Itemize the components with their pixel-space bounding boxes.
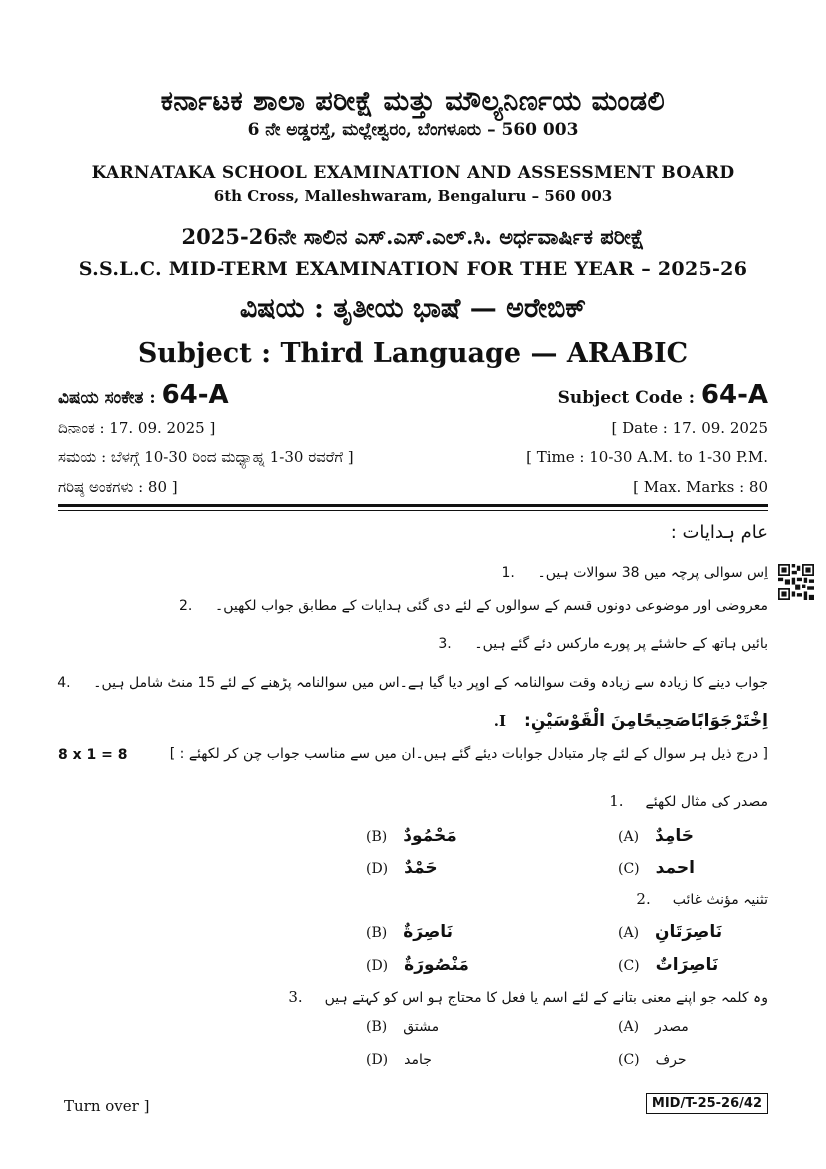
question-1: [609, 792, 768, 810]
option-text: جامد: [404, 1052, 432, 1068]
instruction-text: بائیں ہاتھ کے حاشئے پر پورے مارکس دئے گئے ہیں۔: [474, 636, 768, 652]
kannada-date: ದಿನಾಂಕ : 17. 09. 2025 ]: [58, 419, 216, 437]
kannada-code-label: ವಿಷಯ ಸಂಕೇತ :: [58, 388, 162, 408]
section-heading: [494, 711, 768, 731]
option-label: (D): [366, 861, 389, 877]
english-time: [ Time : 10-30 A.M. to 1-30 P.M.: [526, 448, 768, 466]
option-label: (B): [366, 1019, 388, 1035]
instruction-text: جواب دینے کا زیادہ سے زیادہ وقت سوالنامہ کے اوپر دیا گیا ہے۔اس میں سوالنامہ پڑھنے کے لئے 15 منٹ شامل ہیں۔: [93, 675, 768, 691]
english-exam-title: S.S.L.C. MID-TERM EXAMINATION FOR THE YEAR – 2025-26: [78, 258, 748, 280]
option-a: [618, 1019, 768, 1035]
kannada-board-title: ಕರ್ನಾಟಕ ಶಾಲಾ ಪರೀಕ್ಷೆ ಮತ್ತು ಮೌಲ್ಯನಿರ್ಣಯ ಮಂಡಲಿ: [160, 86, 666, 117]
option-label: (C): [618, 861, 640, 877]
question-text: وہ کلمہ جو اپنے معنی بتانے کے لئے اسم یا فعل کا محتاج ہو اس کو کہتے ہیں: [324, 990, 768, 1006]
option-text: مشتق: [403, 1019, 440, 1035]
paper-code-box: MID/T-25-26/42: [646, 1093, 768, 1114]
kannada-subject-title: ವಿಷಯ : ತೃತೀಯ ಭಾಷೆ — ಅರೇಬಿಕ್: [239, 293, 587, 324]
option-label: (B): [366, 925, 388, 941]
general-instructions-title: عام ہدایات :: [670, 522, 768, 543]
option-text: نَاصِرَتَانِ: [655, 922, 723, 942]
question-text: مصدر کی مثال لکھئے: [645, 794, 768, 810]
option-label: (D): [366, 1052, 389, 1068]
english-code-label: Subject Code :: [557, 388, 701, 408]
instruction-text: معروضی اور موضوعی دونوں قسم کے سوالوں کے لئے دی گئی ہدایات کے مطابق جواب لکھیں۔: [214, 598, 768, 614]
kannada-board-address: 6 ನೇ ಅಡ್ಡರಸ್ತೆ, ಮಲ್ಲೇಶ್ವರಂ, ಬೆಂಗಳೂರು – 560 003: [247, 120, 579, 140]
option-d: [366, 955, 516, 975]
kannada-code-value: 64-A: [161, 380, 229, 410]
option-text: مَنْصُورَةٌ: [404, 955, 469, 975]
qr-code-icon: [778, 563, 814, 601]
english-max-marks: [ Max. Marks : 80: [633, 478, 768, 496]
english-code-value: 64-A: [700, 380, 768, 410]
option-text: احمد: [655, 858, 695, 878]
question-text: تثنیہ مؤنث غائب: [672, 892, 768, 908]
section-instruction: [ درج ذیل ہر سوال کے لئے چار متبادل جوابات دیئے گئے ہیں۔ان میں سے مناسب جواب چن کر لکھئے : ]: [169, 746, 768, 762]
option-label: (A): [618, 925, 640, 941]
question-number: 1.: [609, 792, 624, 810]
question-3: [288, 988, 768, 1006]
option-label: (C): [618, 958, 640, 974]
question-2: [636, 890, 768, 908]
instruction-item: [502, 565, 768, 581]
option-text: نَاصِرَةٌ: [403, 922, 454, 942]
option-c: [618, 1052, 768, 1068]
option-b: [366, 826, 516, 846]
option-text: حَمْدٌ: [404, 858, 438, 878]
option-d: [366, 1052, 516, 1068]
instruction-number: 2.: [178, 598, 193, 614]
instruction-number: 4.: [57, 675, 71, 691]
kannada-exam-title: 2025-26ನೇ ಸಾಲಿನ ಎಸ್.ಎಸ್.ಎಲ್.ಸಿ. ಅರ್ಧವಾರ್ಷಿಕ ಪರೀಕ್ಷೆ: [181, 224, 645, 249]
section-marks: 8 x 1 = 8: [58, 747, 128, 763]
instruction-item: [57, 675, 768, 691]
option-c: [618, 955, 768, 975]
option-text: مَحْمُودٌ: [403, 826, 457, 846]
english-subject-code: [558, 380, 768, 410]
option-text: حرف: [655, 1052, 687, 1068]
option-b: [366, 1019, 516, 1035]
section-number: I.: [493, 712, 507, 730]
kannada-time: ಸಮಯ : ಬೆಳಗ್ಗೆ 10-30 ರಿಂದ ಮಧ್ಯಾಹ್ನ 1-30 ರವರೆಗೆ ]: [58, 448, 354, 466]
instruction-item: [179, 598, 768, 614]
question-number: 2.: [636, 890, 651, 908]
option-a: [618, 922, 768, 942]
option-label: (A): [618, 1019, 640, 1035]
instruction-item: [438, 636, 768, 652]
english-subject-title: Subject : Third Language — ARABIC: [137, 338, 689, 369]
instruction-number: 3.: [438, 636, 452, 652]
english-date: [ Date : 17. 09. 2025: [611, 419, 768, 437]
english-board-title: KARNATAKA SCHOOL EXAMINATION AND ASSESSMENT BOARD: [91, 163, 735, 183]
option-a: [618, 826, 768, 846]
option-label: (A): [618, 829, 640, 845]
option-text: مصدر: [655, 1019, 689, 1035]
option-label: (C): [618, 1052, 640, 1068]
kannada-subject-code: [58, 380, 229, 410]
option-c: [618, 858, 768, 878]
question-number: 3.: [288, 988, 303, 1006]
turn-over-note: Turn over ]: [64, 1097, 150, 1115]
option-d: [366, 858, 516, 878]
option-text: حَامِدٌ: [655, 826, 695, 846]
instruction-text: اِس سوالی پرچہ میں 38 سوالات ہیں۔: [537, 565, 768, 581]
english-board-address: 6th Cross, Malleshwaram, Bengaluru – 560 003: [213, 187, 613, 205]
option-label: (D): [366, 958, 389, 974]
kannada-max-marks: ಗರಿಷ್ಠ ಅಂಕಗಳು : 80 ]: [58, 478, 178, 496]
option-text: نَاصِرَاتٌ: [655, 955, 719, 975]
option-b: [366, 922, 516, 942]
header-divider-thick: [58, 504, 768, 507]
instruction-number: 1.: [501, 565, 515, 581]
option-label: (B): [366, 829, 388, 845]
section-title: اِخْتَرْجَوَابًاصَحِيحًامِنَ الْقَوْسَيْنِ:: [524, 711, 768, 731]
header-divider-thin: [58, 510, 768, 511]
